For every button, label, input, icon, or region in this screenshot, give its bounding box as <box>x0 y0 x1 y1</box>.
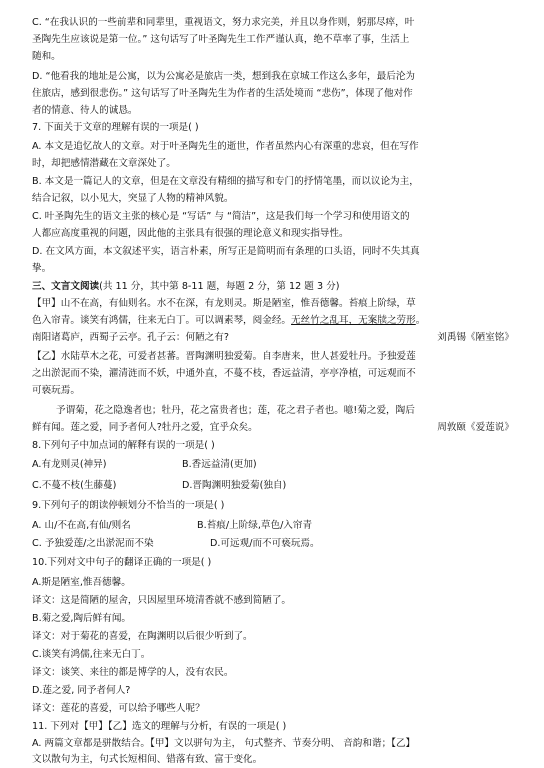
q6-option-c-line1: C. “在我认识的一些前辈和同辈里，重视语文，努力求完美，并且以身作则，躬那尽瘁，叶 <box>32 17 415 28</box>
q10-option-c: C.谈笑有鸿儒,往来无白丁。 <box>32 649 151 660</box>
passage-a-line1: 【甲】山不在高，有仙则名。水不在深，有龙则灵。斯是陋室，惟吾德馨。苔痕上阶绿，草 <box>32 298 416 309</box>
q10-option-a: A.斯是陋室,惟吾德馨。 <box>32 577 131 588</box>
section3-title: 三、文言文阅读 <box>32 281 100 292</box>
q11-stem: 11. 下列对【甲】【乙】选文的理解与分析，有误的一项是( ) <box>32 721 287 732</box>
section3-heading <box>32 280 514 293</box>
q8-options-row2 <box>32 479 514 492</box>
q7-option-d-line1: D. 在文风方面，本文叙述平实，语言朴素，所写正是简明而有条理的口头语，同时不失其真 <box>32 246 420 257</box>
q8-option-a: A.有龙则灵(神异) <box>32 459 107 470</box>
q9-options-row2 <box>32 537 514 550</box>
q6-option-d-line1: D. “他看我的地址是公寓，以为公寓必是旅店一类，想到我在京城工作这么多年，最后沦为 <box>32 71 416 82</box>
q7-option-b-line1: B. 本文是一篇记人的文章，但是在文章没有精细的描写和专门的抒情笔墨，而以议论为主， <box>32 176 419 187</box>
passage-b-line1: 【乙】水陆草木之花，可爱者甚蕃。晋陶渊明独爱菊。自李唐来，世人甚爱牡丹。予独爱莲 <box>32 351 416 362</box>
q7-option-d-line2: 挚。 <box>32 263 52 274</box>
q8-option-d: D.晋陶渊明独爱菊(独自) <box>182 480 287 491</box>
section3-note: (共 11 分，其中第 8-11 题，每题 2 分，第 12 题 3 分) <box>99 281 340 292</box>
q9-option-b: B.苔痕/上阶绿,草色/入帘青 <box>197 520 313 531</box>
q7-option-a-line1: A. 本文是追忆故人的文章。对于叶圣陶先生的逝世，作者虽然内心有深重的悲哀，但在写作 <box>32 141 419 152</box>
q6-option-c-line2: 圣陶先生应该说是第一位。” 这句话写了叶圣陶先生工作严谨认真，绝不草率了事，生活上 <box>32 34 410 45</box>
q11-option-a-line2: 文以散句为主，句式长短相间、错落有致、富于变化。 <box>32 754 263 765</box>
q7-stem: 7. 下面关于文章的理解有误的一项是( ) <box>32 122 199 133</box>
q8-options-row1 <box>32 458 514 471</box>
q10-stem: 10.下列对文中句子的翻译正确的一项是( ) <box>32 557 212 568</box>
q10-option-b-translation: 译文：对于菊花的喜爱，在陶渊明以后很少听到了。 <box>32 631 253 642</box>
q9-options-row1 <box>32 519 514 532</box>
q11-option-a-line1: A. 两篇文章都是骈散结合。【甲】文以骈句为主， 句式整齐、节奏分明、 音韵和谐；【乙】 <box>32 738 416 749</box>
passage-b-text-last: 鲜有闻。莲之爱，同予者何人?牡丹之爱，宜乎众矣。 <box>32 422 258 433</box>
passage-b-line2: 之出淤泥而不染，濯清涟而不妖，中通外直，不蔓不枝，香远益清，亭亭净植，可远观而不 <box>32 368 416 379</box>
passage-b-line3: 可亵玩焉。 <box>32 385 80 396</box>
passage-a-source: 刘禹锡《陋室铭》 <box>437 332 514 343</box>
q10-option-a-translation: 译文：这是简陋的屋舍，只因屋里环境清香就不感到简陋了。 <box>32 595 292 606</box>
q8-stem: 8.下列句子中加点词的解释有误的一项是( ) <box>32 440 215 451</box>
passage-b-line5 <box>32 421 514 434</box>
passage-a-text-end: 。 <box>415 315 426 326</box>
q7-option-c-line2: 人都应高度重视的问题，因此他的主张具有很强的理论意义和现实指导性。 <box>32 228 349 239</box>
q8-option-c: C.不蔓不枝(生藤蔓) <box>32 480 117 491</box>
q6-option-d-line3: 者的情意、待人的诚恳。 <box>32 105 138 116</box>
q9-option-c: C. 予独爱莲/之出淤泥而不染 <box>32 538 154 549</box>
passage-a-text: 色入帘青。谈笑有鸿儒，往来无白丁。可以调素琴，阅金经。 <box>32 315 292 326</box>
q9-option-a: A. 山/不在高,有仙/则名 <box>32 520 131 531</box>
q7-option-c-line1: C. 叶圣陶先生的语文主张的核心是 “写话” 与 “简洁”，这是我们每一个学习和使用语文的 <box>32 211 410 222</box>
q7-option-a-line2: 时，却把感情潜藏在文章深处了。 <box>32 158 176 169</box>
q6-option-c-line3: 随和。 <box>32 51 61 62</box>
passage-b-source: 周敦颐《爱莲说》 <box>437 422 514 433</box>
q10-option-c-translation: 译文：谈笑、来往的都是博学的人，没有农民。 <box>32 667 234 678</box>
q6-option-d-line2: 住旅店，感到很悲伤。” 这句话写了叶圣陶先生为作者的生活处境而 “悲伤”，体现了他对作 <box>32 88 413 99</box>
passage-a-line3 <box>32 331 514 344</box>
passage-b-line4: 予谓菊，花之隐逸者也；牡丹，花之富贵者也；莲，花之君子者也。噫!菊之爱，陶后 <box>56 405 415 416</box>
q8-option-b: B.香远益清(更加) <box>182 459 257 470</box>
passage-a-underlined: 无丝竹之乱耳，无案牍之劳形 <box>291 315 416 326</box>
q7-option-b-line2: 结合记叙，以小见大，突显了人物的精神风貌。 <box>32 193 234 204</box>
passage-a-text-last: 南阳诸葛庐，西蜀子云亭。孔子云：何陋之有? <box>32 332 229 343</box>
q10-option-d: D.莲之爱, 同予者何人? <box>32 685 131 696</box>
passage-a-line2 <box>32 314 514 327</box>
q9-stem: 9.下列句子的朗读停顿划分不恰当的一项是( ) <box>32 500 225 511</box>
q10-option-d-translation: 译文：莲花的喜爱，可以给予哪些人呢？ <box>32 703 205 714</box>
q10-option-b: B.菊之爱,陶后鲜有闻。 <box>32 613 132 624</box>
q9-option-d: D.可远观/而不可亵玩焉。 <box>210 538 320 549</box>
